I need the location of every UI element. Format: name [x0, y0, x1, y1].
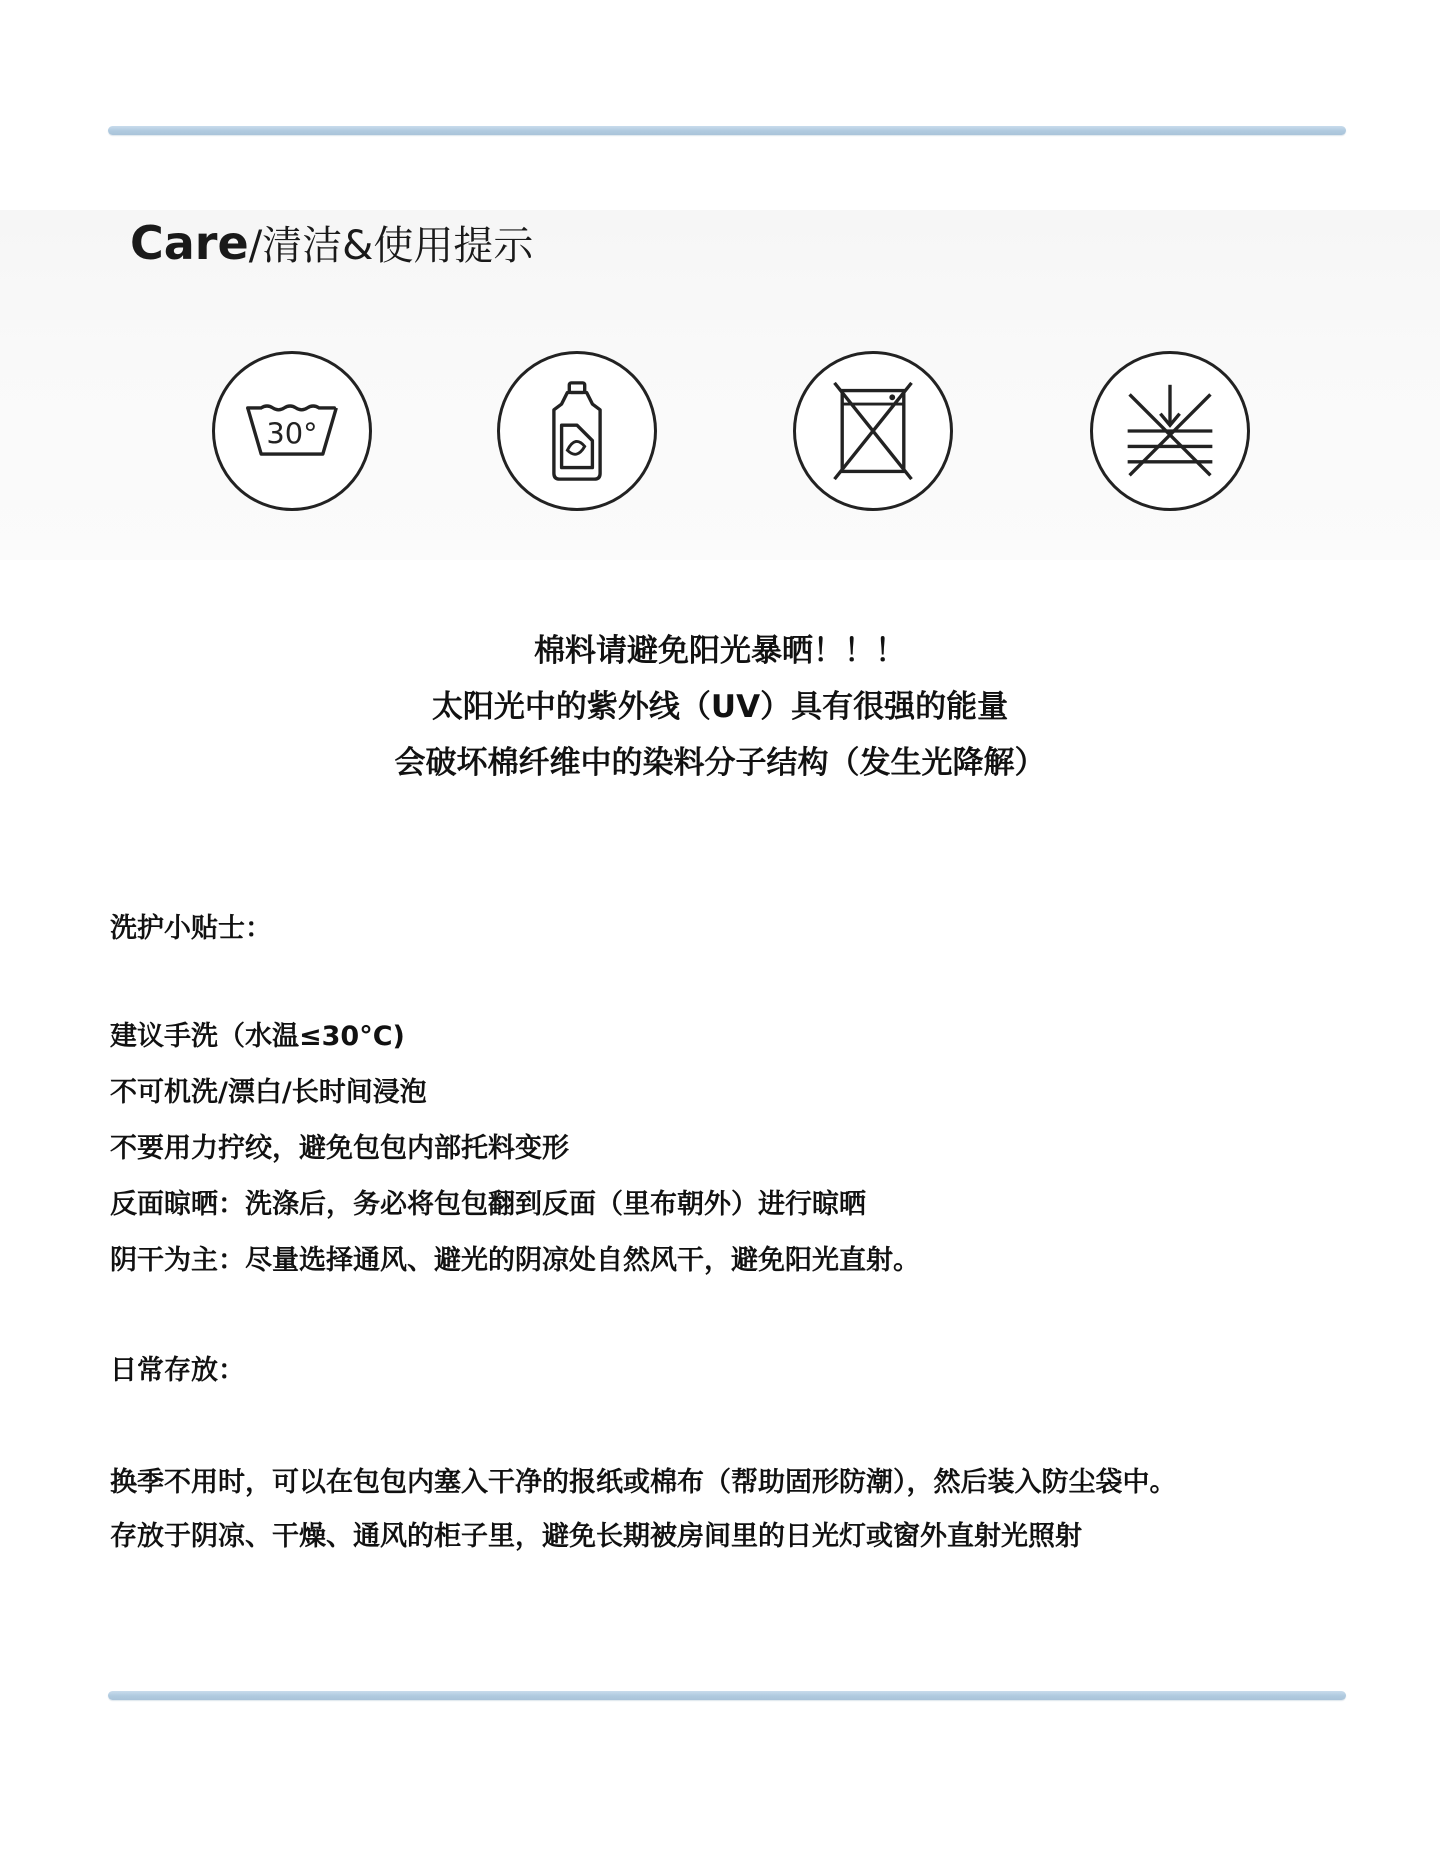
storage-item: 存放于阴凉、干燥、通风的柜子里，避免长期被房间里的日光灯或窗外直射光照射 — [110, 1521, 1082, 1552]
tip-item: 不可机洗/漂白/长时间浸泡 — [110, 1077, 427, 1108]
detergent-bottle-icon — [497, 351, 657, 511]
tip-item: 阴干为主：尽量选择通风、避光的阴凉处自然风干，避免阳光直射。 — [110, 1245, 920, 1276]
notice-line-2: 太阳光中的紫外线（UV）具有很强的能量 — [431, 689, 1009, 725]
notice-line-1: 棉料请避免阳光暴晒！！！ — [534, 633, 906, 669]
no-direct-sunlight-icon — [1090, 351, 1250, 511]
storage-heading: 日常存放： — [110, 1355, 245, 1386]
wash-temp-label: 30° — [266, 416, 318, 451]
care-title-cn: /清洁&使用提示 — [248, 223, 534, 269]
tips-heading: 洗护小贴士： — [110, 913, 272, 944]
storage-item: 换季不用时，可以在包包内塞入干净的报纸或棉布（帮助固形防潮），然后装入防尘袋中。 — [110, 1467, 1177, 1498]
bottom-divider-bar — [108, 1691, 1346, 1700]
tip-item: 不要用力拧绞，避免包包内部托料变形 — [110, 1133, 569, 1164]
tip-item: 反面晾晒：洗涤后，务必将包包翻到反面（里布朝外）进行晾晒 — [110, 1189, 866, 1220]
do-not-machine-wash-icon — [793, 351, 953, 511]
care-title-en: Care — [130, 216, 249, 270]
top-divider-bar — [108, 126, 1346, 135]
tip-item: 建议手洗（水温≤30°C) — [110, 1021, 405, 1052]
wash-30-icon — [212, 351, 372, 511]
notice-line-3: 会破坏棉纤维中的染料分子结构（发生光降解） — [394, 745, 1046, 781]
care-title — [130, 214, 533, 274]
